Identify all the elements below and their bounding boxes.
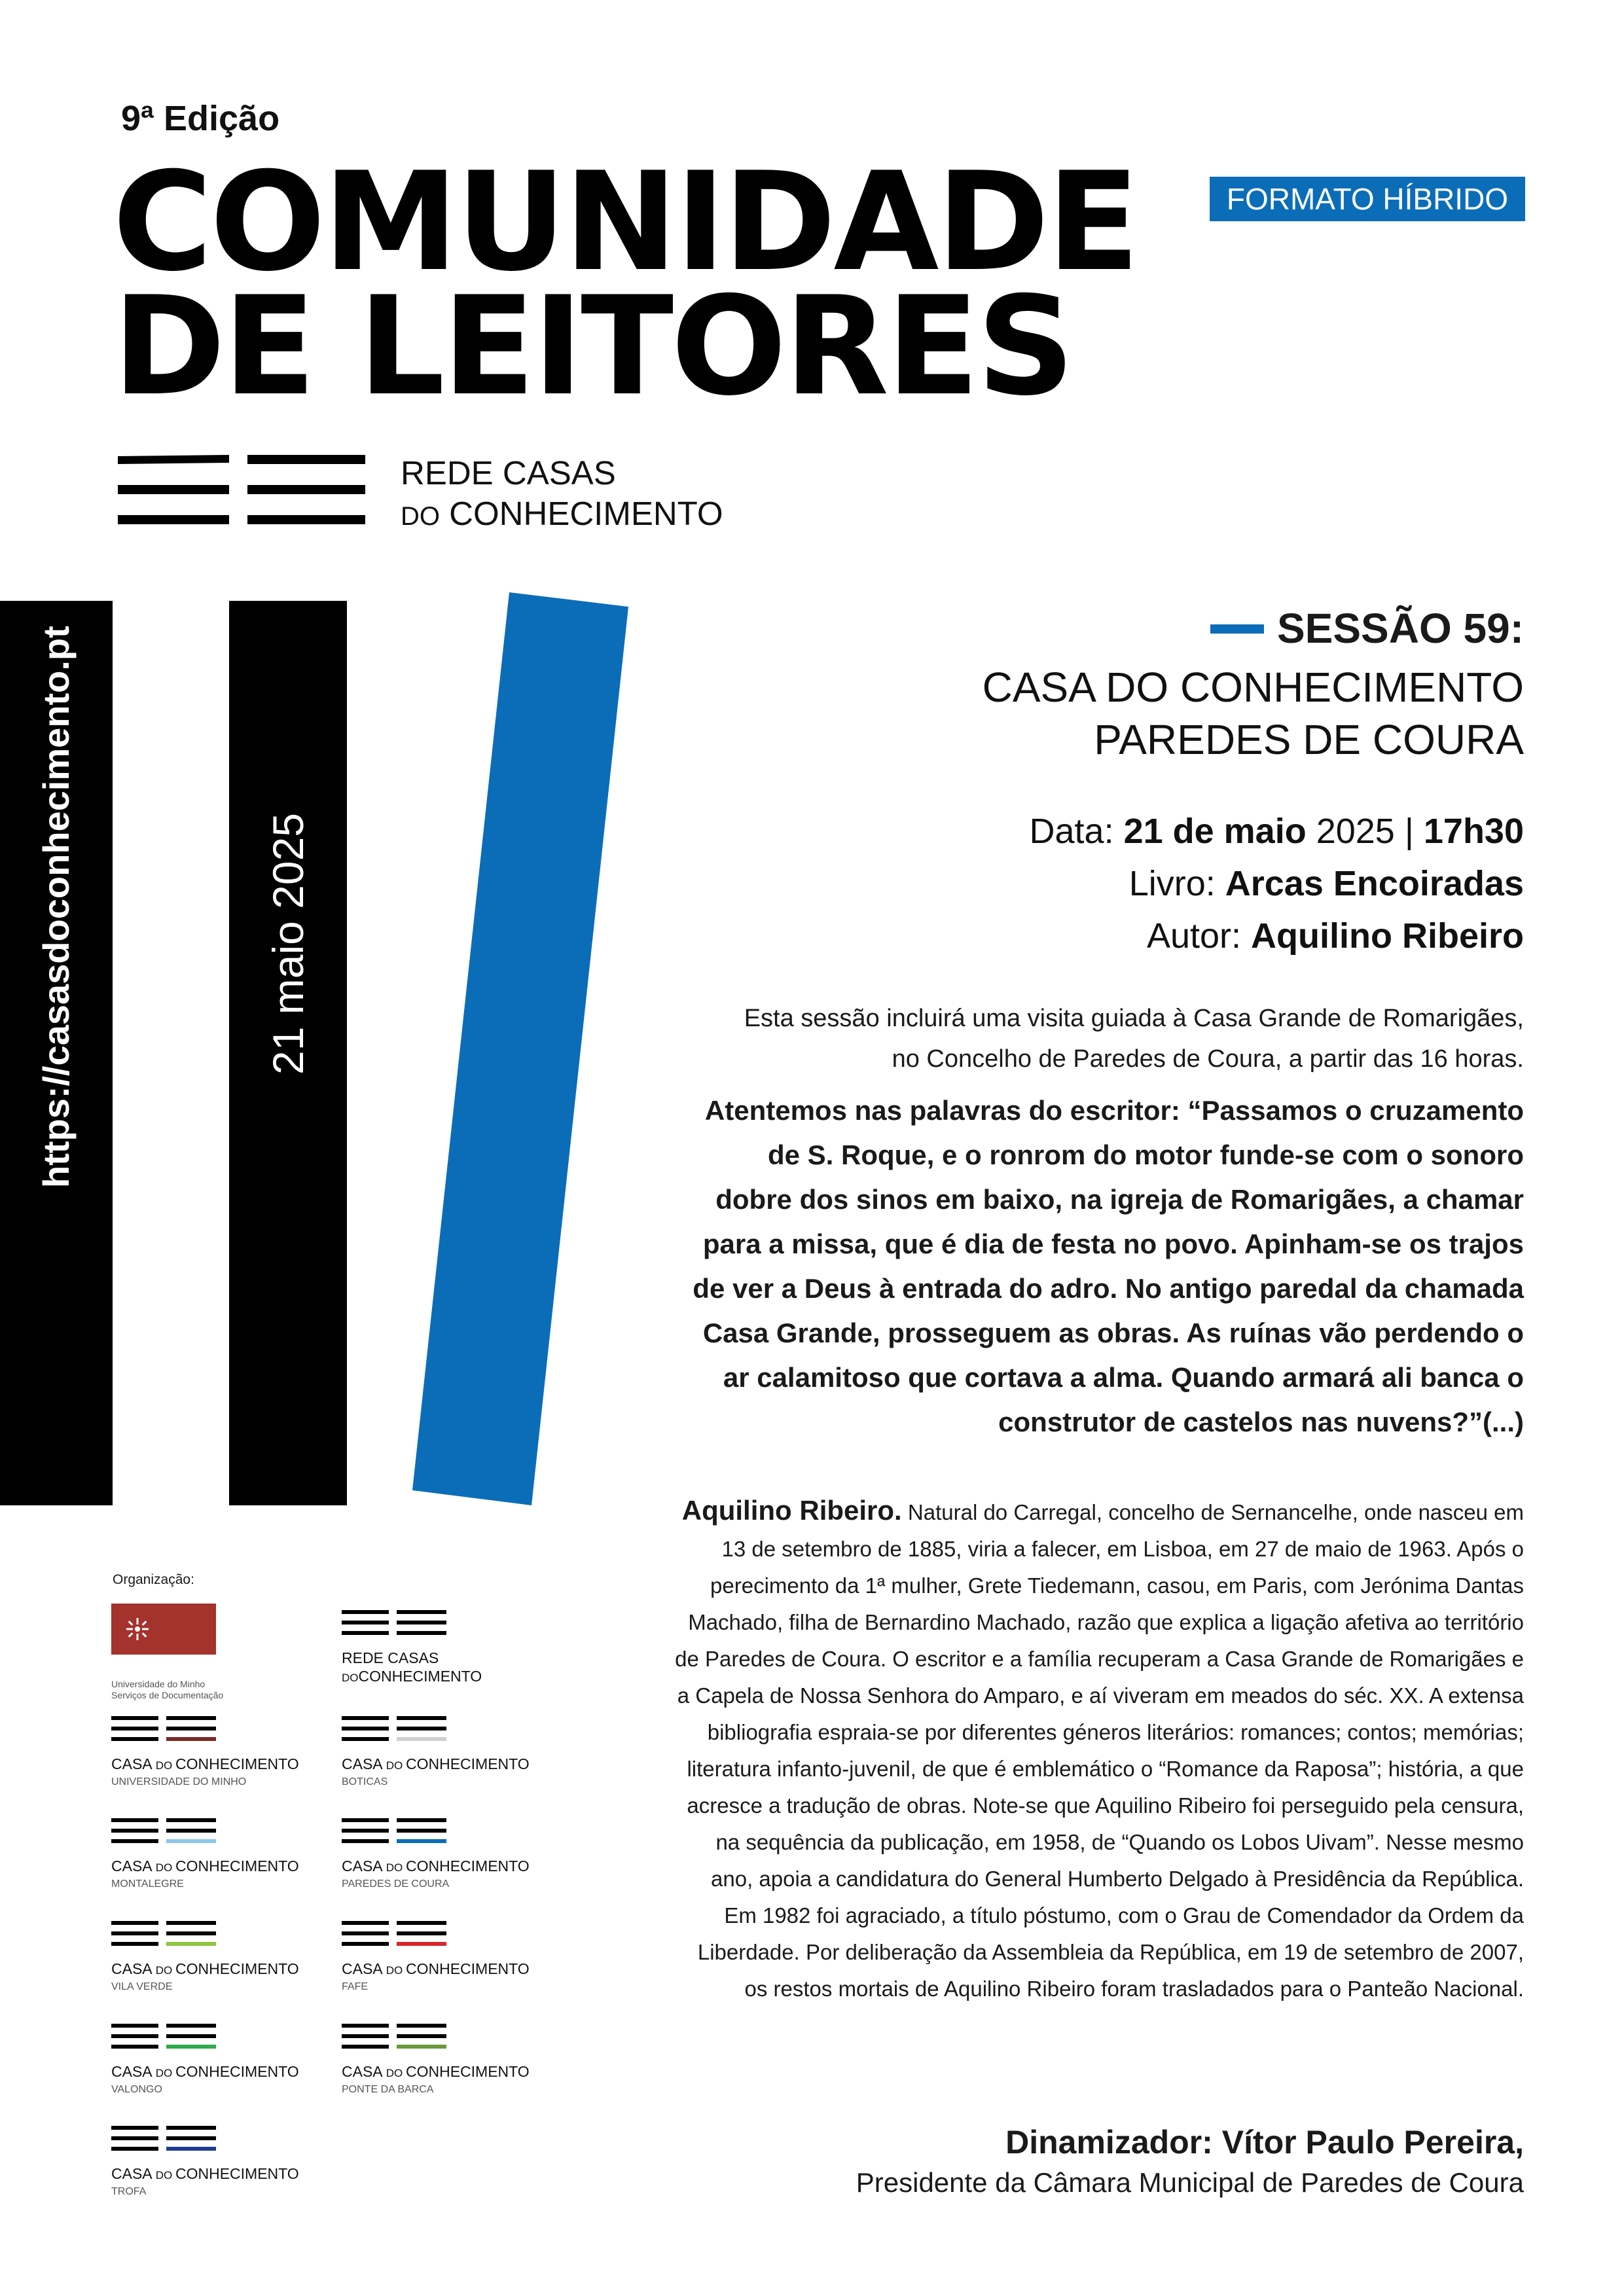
author-label: Autor: <box>1146 916 1252 956</box>
casa-logo-title <box>111 2062 299 2083</box>
do-word: DO <box>155 2169 175 2181</box>
casa-logo-icon <box>111 1818 216 1844</box>
universidade-minho-logo <box>111 1604 216 1655</box>
casa-word: CASA <box>342 1755 386 1772</box>
casa-word: CASA <box>111 1857 156 1874</box>
title-line-2: DE LEITORES <box>113 268 1072 426</box>
um-line-1: Universidade do Minho <box>111 1679 206 1689</box>
organizacao-label: Organização: <box>113 1572 194 1587</box>
location-line-1: CASA DO CONHECIMENTO <box>982 664 1524 711</box>
visit-line-2: no Concelho de Paredes de Coura, a partir das 16 horas. <box>892 1045 1524 1073</box>
do-word: DO <box>386 1964 406 1977</box>
blue-slanted-bar <box>412 592 635 1509</box>
casa-logo-icon <box>342 1921 446 1947</box>
book-label: Livro: <box>1128 864 1225 903</box>
casa-logo-place: TROFA <box>111 2186 147 2197</box>
casa-logo-title <box>111 1960 299 1980</box>
location-line-2: PAREDES DE COURA <box>1094 716 1524 763</box>
casa-word: CASA <box>111 2063 156 2080</box>
author-quote: Atentemos nas palavras do escritor: “Passamos o cruzamento de S. Roque, e o ronrom do motor funde-se com o sonoro dobre dos sinos em baixo, na igreja de Romarigães, a chamar para a missa, que é dia de festa no povo. Apinham-se os trajos de ver a Deus à entrada do adro. No antigo paredal da chamada Casa Grande, prosseguem as obras. As ruínas vão perdendo o ar calamitoso que cortava a alma. Quando armará ali banca o construtor de castelos nas nuvens?”(...) <box>693 1095 1524 1437</box>
do-word: DO <box>386 1759 406 1772</box>
visit-note <box>744 998 1524 1079</box>
casa-logo-icon <box>111 2024 216 2050</box>
date-label: Data: <box>1029 812 1124 851</box>
casa-logo-title <box>111 1857 299 1877</box>
casa-word: CASA <box>111 1960 156 1977</box>
casa-logo-item <box>111 1716 299 1789</box>
casa-logo-place: VILA VERDE <box>111 1981 173 1992</box>
casa-logo-item <box>111 1818 299 1892</box>
vertical-date: 21 maio 2025 <box>264 813 312 1075</box>
book-value: Arcas Encoiradas <box>1225 864 1524 903</box>
rede-small-conhecimento: CONHECIMENTO <box>358 1668 482 1685</box>
casa-logo-place: UNIVERSIDADE DO MINHO <box>111 1776 247 1787</box>
dinamizador-role: Presidente da Câmara Municipal de Paredes de Coura <box>856 2167 1524 2198</box>
bio-name: Aquilino Ribeiro. <box>681 1495 902 1526</box>
conhecimento-word: CONHECIMENTO <box>175 2165 299 2182</box>
um-emblem-icon <box>111 1604 216 1655</box>
conhecimento-word: CONHECIMENTO <box>175 1857 299 1874</box>
do-word: DO <box>155 1964 175 1977</box>
casa-logo-place: VALONGO <box>111 2084 162 2095</box>
casa-word: CASA <box>111 2165 156 2182</box>
date-year: 2025 | <box>1306 812 1424 851</box>
session-number: SESSÃO 59: <box>1276 605 1524 652</box>
do-word: DO <box>386 1861 406 1874</box>
rede-casas-wordmark <box>401 453 723 537</box>
casa-word: CASA <box>342 1857 386 1874</box>
rede-small-do: DO <box>342 1672 359 1684</box>
casa-word: CASA <box>111 1755 156 1772</box>
page-title <box>113 143 1138 426</box>
rede-line-1: REDE CASAS <box>401 454 616 492</box>
casa-logo-title <box>111 2164 299 2185</box>
casa-logo-icon <box>111 1921 216 1947</box>
conhecimento-word: CONHECIMENTO <box>175 2063 299 2080</box>
rede-small-logo-icon <box>342 1610 446 1636</box>
author-row <box>1030 910 1525 962</box>
book-row <box>1030 857 1525 910</box>
bio-text: Natural do Carregal, concelho de Sernancelhe, onde nasceu em 13 de setembro de 1885, viria a falecer, em Lisboa, em 27 de maio de 1963. Após o perecimento da 1ª mulher, Grete Tiedemann, casou, em Paris, com Jerónima Dantas Machado, filha de Bernardino Machado, razão que explica a ligação afetiva ao território de Paredes de Coura. O escritor e a família recuperam a Casa Grande de Romarigães e a Capela de Nossa Senhora do Amparo, e aí viveram em meados do séc. XX. A extensa bibliografia espraia-se por diferentes géneros literários: romances; contos; memórias; literatura infanto-juvenil, de que é emblemático o “Romance da Raposa”; história, a que acresce a tradução de obras. Note-se que Aquilino Ribeiro foi perseguido pela censura, na sequência da publicação, em 1958, de “Quando os Lobos Uivam”. Nesse mesmo ano, apoia a candidatura do General Humberto Delgado à Presidência da República. Em 1982 foi agraciado, a título póstumo, com o Grau de Comendador da Ordem da Liberdade. Por deliberação da Assembleia da República, em 19 de setembro de 2007, os restos mortais de Aquilino Ribeiro foram trasladados para o Panteão Nacional. <box>675 1500 1524 2001</box>
rede-small-line-1: REDE CASAS <box>342 1649 439 1666</box>
conhecimento-word: CONHECIMENTO <box>406 1755 530 1772</box>
visit-line-1: Esta sessão incluirá uma visita guiada à Casa Grande de Romarigães, <box>744 1005 1524 1032</box>
um-line-2: Serviços de Documentação <box>111 1690 224 1700</box>
author-bio <box>673 1492 1524 2007</box>
time-value: 17h30 <box>1423 812 1524 851</box>
casa-logo-place: PONTE DA BARCA <box>342 2084 434 2095</box>
date-value: 21 de maio <box>1123 812 1307 851</box>
conhecimento-word: CONHECIMENTO <box>406 1857 530 1874</box>
casa-logo-icon <box>111 2126 216 2152</box>
conhecimento-word: CONHECIMENTO <box>406 1960 530 1977</box>
casa-logo-place: MONTALEGRE <box>111 1878 184 1890</box>
casa-logo-place: FAFE <box>342 1981 369 1992</box>
format-badge: FORMATO HÍBRIDO <box>1210 177 1525 221</box>
casa-logo-item <box>111 2126 299 2199</box>
casa-logo-title <box>342 1755 530 1775</box>
dinamizador-name: Dinamizador: Vítor Paulo Pereira, <box>1005 2124 1524 2161</box>
session-title <box>1210 602 1524 655</box>
conhecimento-word: CONHECIMENTO <box>406 2063 530 2080</box>
casa-logo-title <box>342 2062 530 2083</box>
author-value: Aquilino Ribeiro <box>1251 916 1524 956</box>
universidade-minho-text <box>111 1679 223 1701</box>
do-word: DO <box>386 2067 406 2079</box>
casa-logo-place: BOTICAS <box>342 1776 388 1787</box>
do-word: DO <box>155 2067 175 2079</box>
casa-logo-title <box>342 1960 530 1980</box>
casa-logo-icon <box>342 2024 446 2050</box>
casa-logo-icon <box>342 1818 446 1844</box>
date-row <box>1030 805 1525 857</box>
casa-word: CASA <box>342 2063 386 2080</box>
session-meta <box>1030 805 1525 962</box>
rede-casas-logo-icon <box>118 455 367 527</box>
website-link[interactable]: https://casasdoconhecimento.pt <box>35 626 77 1188</box>
casa-logo-item <box>342 2024 530 2097</box>
rede-line-2 <box>401 493 723 537</box>
casa-logo-item <box>111 2024 299 2097</box>
accent-dash <box>1210 624 1264 634</box>
conhecimento-word: CONHECIMENTO <box>175 1755 299 1772</box>
do-word: DO <box>155 1759 175 1772</box>
casa-logo-place: PAREDES DE COURA <box>342 1878 450 1890</box>
casa-logo-icon <box>342 1716 446 1742</box>
casa-logo-item <box>342 1818 530 1892</box>
conhecimento-word: CONHECIMENTO <box>175 1960 299 1977</box>
rede-conhecimento: CONHECIMENTO <box>449 495 723 532</box>
casa-logo-title <box>342 1857 530 1877</box>
casa-logo-title <box>111 1755 299 1775</box>
rede-small-line-2 <box>342 1667 482 1687</box>
title-line-1: COMUNIDADE <box>113 143 1138 302</box>
edition-label: 9ª Edição <box>121 99 280 138</box>
rede-casas-small-logo <box>342 1610 482 1687</box>
casa-logo-item <box>342 1921 530 1994</box>
rede-do: DO <box>401 502 440 531</box>
casa-logo-icon <box>111 1716 216 1742</box>
casa-word: CASA <box>342 1960 386 1977</box>
do-word: DO <box>155 1861 175 1874</box>
casa-logo-item <box>111 1921 299 1994</box>
casa-logo-item <box>342 1716 530 1789</box>
session-location <box>983 661 1524 766</box>
